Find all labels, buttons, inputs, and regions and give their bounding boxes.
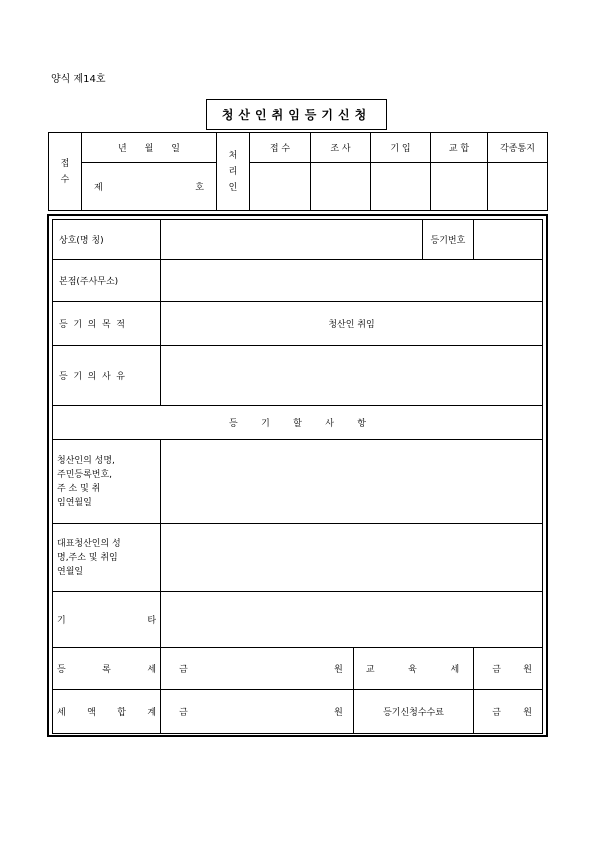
reason-label: 등 기 의 사 유 (53, 346, 161, 406)
col-collation: 교 합 (431, 133, 488, 163)
entry-cell[interactable] (371, 163, 431, 211)
reason-field[interactable] (161, 346, 543, 406)
application-table (52, 219, 543, 734)
other-label: 기 타 (53, 592, 161, 648)
filing-fee-amount[interactable]: 금 원 (474, 690, 543, 734)
liquidator-field[interactable] (161, 440, 543, 524)
registration-number-label: 등기번호 (422, 220, 474, 260)
receipt-table (48, 132, 548, 211)
purpose-value[interactable]: 청산인 취임 (161, 302, 543, 346)
total-tax-label: 세 액 합 계 (53, 690, 161, 734)
registration-tax-label: 등 록 세 (53, 648, 161, 690)
head-office-field[interactable] (161, 260, 543, 302)
trade-name-field[interactable] (161, 220, 423, 260)
processor-label: 처 리 인 (217, 133, 250, 211)
education-tax-label: 교 육 세 (353, 648, 473, 690)
rep-liquidator-field[interactable] (161, 524, 543, 592)
application-frame (47, 214, 548, 737)
total-tax-amount[interactable]: 금 원 (161, 690, 354, 734)
trade-name-label: 상호(명 칭) (53, 220, 161, 260)
collation-cell[interactable] (431, 163, 488, 211)
form-title: 청산인취임등기신청 (206, 99, 387, 130)
col-notices: 각종통지 (488, 133, 548, 163)
col-inspection: 조 사 (311, 133, 371, 163)
registration-number-field[interactable] (474, 220, 543, 260)
receipt-number: 제 호 (82, 163, 217, 211)
liquidator-label: 청산인의 성명, 주민등록번호, 주 소 및 취 임연월일 (53, 440, 161, 524)
other-field[interactable] (161, 592, 543, 648)
purpose-label: 등 기 의 목 적 (53, 302, 161, 346)
receipt-cell[interactable] (250, 163, 311, 211)
notices-cell[interactable] (488, 163, 548, 211)
col-entry: 기 입 (371, 133, 431, 163)
head-office-label: 본점(주사무소) (53, 260, 161, 302)
filing-fee-label: 등기신청수수료 (353, 690, 473, 734)
registration-tax-amount[interactable]: 금 원 (161, 648, 354, 690)
col-receipt: 접 수 (250, 133, 311, 163)
form-number: 양식 제14호 (51, 74, 106, 85)
rep-liquidator-label: 대표청산인의 성 명,주소 및 취임 연월일 (53, 524, 161, 592)
education-tax-amount[interactable]: 금 원 (474, 648, 543, 690)
receipt-label: 접 수 (49, 133, 82, 211)
receipt-date: 년 월 일 (82, 133, 217, 163)
matters-header: 등 기 할 사 항 (53, 406, 543, 440)
inspection-cell[interactable] (311, 163, 371, 211)
